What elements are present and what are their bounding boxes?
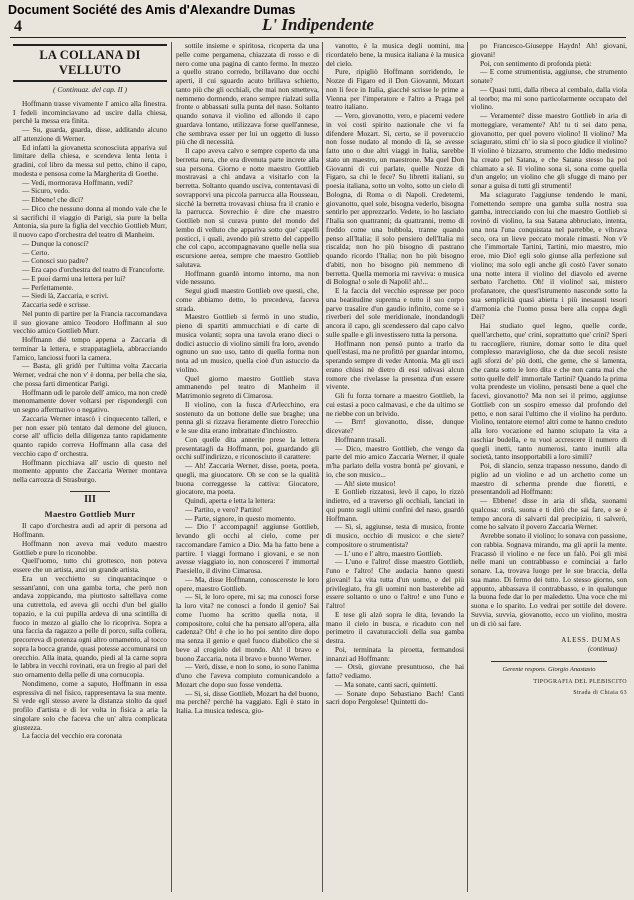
paragraph: Ma sciagurato l'aggiunse tendendo le mani, l'omettendo sempre una gamba sulla nostra sua gamba, intrecciando con lui che maestro Gottlieb si rovinò di violino, la sua Satana abbruciato, intenta, una nota l'una conquistata nel parrebbe, e vibrava seco, ora un lieve peccato morale rimasti. Non v'è che l'immortale Tartini, Tartini, mio maestro, mio eroe, mio Dio! egli solo giunse alla perfezione sul violino; ma solo egli anche gli costò l'aver sonato una notte intera il violino del diavolo ed averne serbato l'archetto. Oh! il violino! sai, mistero profanatore, che quest'istrumento nasconde sotto la sua semplicità quasi abietta i più inesausti tesori d'armonia che l'uomo possa bere alla coppa degli Dèi? (471, 189, 627, 322)
column-rule (322, 42, 323, 892)
column-2 (176, 42, 319, 896)
column-rule (171, 42, 172, 892)
article-title: LA COLLANA DI VELLUTO (13, 44, 167, 82)
newspaper-header (10, 15, 626, 38)
paragraph: — Veramente? disse maestro Gottlieb in aria di motteggiare, veramente? Ah! tu ti sei dato pena, giovanotto, per quel povero violino! Il violino? Ma sciagurato, stimi ch' io sia sì poco giudice il violino? Il violino è bizzarro, strumento che Iddio medesimo ha creato pel Satana, e che Satana stesso ha poi chiamato a sè. Il violino sona sì, sona come quella d'un angelo; un violino che gli sfugge di mano per sonar a guisa di tutti gli strumenti! (471, 111, 627, 190)
author-signature: ALESS. DUMAS (561, 636, 621, 645)
paragraph: Quindi, aperta e letta la lettera: (185, 496, 276, 505)
paragraph: — Ebbene! che dici? (22, 195, 84, 204)
column-4-text (471, 42, 627, 628)
paragraph: — Vero, giovanotto, vero, e piacemi vedere in voi costì spirito nazionale che vi fa difendere Mozart. Sì, certo, se il poveruccio non fosse nudato al mondo di là, se avesse fatto uno o due altri viaggi in Italia, sarebbe stato un maestro, un maestrone. Ma quel Don Giovanni di cui parlate, quelle Nozze di Figaro, sa chi le fece? Su libretti italiani, su poesia italiana, sotto un volto, sotto un cielo di Bologna, di Roma o di Napoli. Credetemi, giovanotto, quel sole, bisogna vederlo, bisogna sentirlo per apprezzarlo. Vedete, io ho lasciato l'Italia son quattranni; da quattranni, tremo di freddo come una bubbola, tranne quando penso all'Italia; il solo pensiero dell'Italia mi riscalda; non ho più bisogno di pastrano quando ricordo l'Italia; non ho più bisogno d'abiti, non ho bisogno più nemmeno di berretta. Quella memoria mi ravviva: o musica di Bologna! o sole di Napoli! ah!... (326, 111, 464, 287)
paragraph: — Partito, e vero? Partito! (185, 504, 263, 514)
paragraph: Avrebbe sonato il violino; lo sonava con passione, con rabbia. Sognava mirando, ma gli aprii la mente. Fracassò il violino e ne fece un falò. Poi gli misi nelle mani un contrabbasso e cominciai a farlo sonare. La, trovava luogo per le sue braccia, della sua mano. Di fermo dei tutto. Lo stesso giorno, son appunto, abbassava il contrabbasso, e in qualunque la buona fede dar lo per maledetto. Una voce che mi suona e lo sparito. Lo vedrai per sottile del dovere. Suvvia, suvvia, giovanotto, ecco un violino, mostra un di ciò sai fare. (471, 531, 627, 628)
paragraph: Poi, con sentimento di profonda pietà: (480, 58, 592, 68)
paragraph: E tese gli alzò sopra le dita, levando la mano il cielo in busca, e ricaduto con nel perimetro il cavaturaccioli della sua gamba destra. (326, 609, 464, 645)
column-1 (13, 42, 167, 896)
paragraph: Hoffmann picchiava all' uscio di questo nel momento appunto che Zaccaria Werner montava nella carrozza di Strasburgo. (13, 457, 167, 484)
paragraph: — L'uno e l'altro! disse maestro Gottlieb, l'uno e l'altro! Che audacia hanno questi giovani! La vita tutta d'un uomo, e del più privilegiato, fra gli uomini non basterebbe ad essere soltanto o uno o l'altro! e uno l'uno e l'altro! (326, 557, 464, 610)
paragraph: — Perfettamente. (22, 282, 74, 292)
paragraph: — Siedi là, Zaccaria, e scrivi. (22, 291, 109, 301)
paragraph: — Quasi tutti, dalla ribeca al cembalo, dalla viola al teorbo; ma mi sono particolarmente occupato del violino. (471, 84, 627, 112)
paragraph: Zaccaria sedè e scrisse. (22, 300, 91, 309)
column-4 (471, 42, 627, 896)
paragraph: Hoffmann non aveva mai veduto maestro Gottlieb e pure lo riconobbe. (13, 538, 167, 557)
column-3-text (326, 42, 464, 707)
journal-title: L' Indipendente (262, 15, 374, 34)
column-1-text-continued (13, 522, 167, 741)
paragraph: Hoffmann udì le parole dell' amico, ma non credè menomamente dover voltarsi per rispondergli con un segno affermativo o negativo. (13, 387, 167, 414)
paragraph: Il capo d'orchestra audì ad aprir di persona ad Hoffmann. (13, 521, 167, 539)
paragraph: Nondimeno, come a saputo, Hoffmann in essa espressiva di nel fisico, rappresentava la sua mente. Si vede egli stesso avere la distanza stolto da quel profilo d'artista e di lor volta in fisica a aria la singolare solo che faceva che un' altra complicata giustezza. (13, 678, 167, 732)
paragraph: Seguì giudì maestro Gottlieb ove questi, che, come abbiamo detto, lo precedeva, faceva strada. (176, 286, 319, 313)
footer-rule (491, 661, 607, 662)
paragraph: vanotto, è la musica degli uomini, ma ricordatelo bene, la musica italiana è la musica del cielo. (326, 42, 464, 68)
paragraph: Hoffmann guardò intorno intorno, ma non vide nessuno. (176, 268, 319, 287)
paragraph: — Dico che nessuno donna al mondo vale che le si sacrifichi il viaggio di Parigi, sia pure la bella Antonia, sia pure la figlia del vecchio Gottlieb Murr, il nuovo capo d'orchestra del teatro di Manheim. (13, 203, 167, 239)
paragraph: — E puoi darmi una lettera per lui? (22, 273, 126, 283)
paragraph: Hai studiato quel legno, quelle corde, quell'archetto, que' crini, soprattutto que' crini? Speri tu raccogliere, riunire, domar sotto le dita quel complesso maraviglioso, che da due secoli resiste agli sforzi de' più dotti, che geme, che si lamenta, che canta sotto le loro dita e che non canta mai che sotto quelle dell' immortale Tartini? Quando la prima volta prendeste un violino, pensasti bene a quel che facevi, giovanotto? Ma non sei il primo, aggiunse Gottlieb con un sospiro emesso dal profondo del petto, e non sarai l'ultimo che il violino ha perduto. Violino, tentatore eterno! altri come te hanno creduto alla loro vocazione ed hanno sciupato la vita a raschiar budella, e tu vuoi accrescere il numero di quegli inetti, tanto numerosi, tanto inutili alla società, tanto insopportabili a loro simili? (471, 321, 627, 462)
paragraph: — Basta, gli gridò per l'ultima volta Zaccaria Werner, vedrai che non v' è donna, per bella che sia, che possa farti dimenticar Parigi. (13, 361, 167, 388)
paragraph: — Dunque la conosci? (22, 238, 89, 248)
page-number: 4 (14, 18, 22, 35)
section-number: III (13, 491, 167, 505)
managing-editor: Gerente respons. Giorgio Anastasio (502, 665, 596, 673)
paragraph: Hoffmann trasalì. (335, 434, 387, 444)
paragraph: — Ebbene! disse in aria di sfida, suonami qualcosa: orsù, suona e ti dirò che sai fare, e se è tempo ancora di salvarti dal precipizio, ti salverò, come ho salvato il povero Zaccaria Werner. (471, 496, 627, 532)
column-rule (467, 42, 468, 892)
paragraph: — Sì, le loro opere, mi sa; ma conosci forse la loro vita? ne conosci a fondo il genio? Sai come l'uomo ha scritto quella nota, il compositore, colui che ha pensato all'opera, alla cadenza? Oh! è che io ho poi sentito dire dopo ma senza il genio e quel fuoco diabolico che si beve al crogiolo del mondo. Ah! il bravo e buono Zaccaria, nota il bravo e buono Werner. (176, 592, 319, 663)
paragraph: — E come strumentista, aggiunse, che strumento sonate? (471, 67, 627, 85)
paragraph: Maestro Gottlieb si fermò in uno studio, pieno di spartiti ammucchiati e di carte di musica volanti; sopra una tavola erano dieci o dodici astuccio di violino simili fra loro, avendo ognuno un suo uso, tanto di quella forma non nota ad un musico, quella cioè d'un astuccio da violino. (176, 312, 319, 374)
paragraph: Con quelle dita annerite prese la lettera presentatagli da Hoffmann, poi, guardando gli occhi sull'indirizzo, e riconosciuto il carattere: (176, 434, 319, 462)
paragraph: La faccia del vecchio era coronata (22, 731, 122, 741)
printer-address: Strada di Chiaia 63 (573, 690, 627, 697)
paragraph: — Ah! Zaccaria Werner, disse, poeta, poeta, quegli, ma giuocatore. Oh se con se la qualità buona correggesse la cattiva: Giocatore, giocatore, ma poeta. (176, 461, 319, 497)
paragraph: Gli fu forza tornare a maestro Gottlieb, la cui estasi a poco calmavasi, e che da ultimo se ne riebbe con un brivido. (326, 391, 464, 418)
article-subtitle: ( Continuaz. del cap. II ) (53, 85, 127, 94)
paragraph: — Vedi, mormorava Hoffmann, vedi? (22, 177, 133, 187)
paragraph: — Era capo d'orchestra del teatro di Francoforte. (22, 265, 165, 274)
paragraph: Zaccaria Werner intascò i cinquecento talleri, e per non esser più tentato dal demone del giuoco, corse all' ufficio della diligenza tanto rapidamente quanto rapido correva Hoffmann alla casa del vecchio capo d' orchestra. (13, 413, 167, 458)
printer-name: TIPOGRAFIA DEL PLEBISCITO (533, 678, 627, 685)
paragraph: — Certo. (22, 247, 50, 257)
paragraph: — L' uno e l' altro, maestro Gottlieb. (335, 548, 443, 558)
continued-note: (continua) (587, 645, 617, 653)
paragraph: Pure, ripigliò Hoffmann sorridendo, le Nozze di Figaro ed il Don Giovanni, Mozart non li fece in Italia, giacchè scrisse le prime a Vienna per l'imperatore e l'altro a Praga pel teatro italiano. (326, 67, 464, 112)
paragraph: Era un vecchietto su cinquantacinque o sessant'anni, con una gamba torta, che però non andava zoppicando, ma piuttosto saltellava come una cutrettola, ed aveva gli occhi d'un bel giallo topazio, e la cui pupilla ardeva di una scintilla di fuoco in mezzo al giallo che lo ricopriva. Sopra a una faccia da ragazzo a pelle di porco, sulla collera, precorreva di potenza ogni altro ornamento, al tocco sopra la bocca grande, quasi potesse accomunarsi un orecchio. Alla inata, quando, piedi al la carne sopra le labbra in vecchi rovinati, era un fregio al pari del suo ornamento della pelle di una cornucopia. (13, 573, 167, 679)
paragraph: Il capo aveva calvo e sempre coperto da una berretta nera, che era divenuta parte increte alla sua persona. Giorno e notte maestro Gottlieb mostravasi a chi andava a visitarlo con la berretta. Soltanto quando usciva, contentavasi di sovrapporvi una piccola parrucca alla Rousseau, sicchè la berretta trovavasi chiusa fra il cranio e la parrucca. Sovrechio è dire che maestro Gottlieb non si curava punto del mondo del lembo di velluto che appariva sotto que' capelli posticci, i quali, avendo più stretto del cappello che col capo, accompagnavano quelle nella sua escursione aerea, sempre che maestro Gottlieb salutava. (176, 146, 319, 269)
paragraph: — Sì, sì, aggiunse, testa di musico, fronte di musico, occhio di musico: e che siete? compositore o strumentista? (326, 522, 464, 549)
paragraph: — Verò, disse, e non lo sono, io sono l'anima d'uno che l'aveva compiuto comunicandolo a Mozart che dopo suo fosse vendetta. (176, 662, 319, 689)
paragraph: Ed infatti la giovanetta sconosciuta appariva sul limitare della chiesa, e scendeva lenta lenta i gradini, col libro da messa sul petto, chino il capo, modesta e pensosa come la Margherita di Goethe. (13, 142, 167, 178)
paragraph: Hoffmann trasse vivamente l' amico alla finestra. I fedeli incominciavano ad uscire dalla chiesa, perchè la messa era finita. (13, 98, 167, 126)
paragraph: E Gottlieb rizzatosi, levò il capo, lo rizzò indietro, ed a traverso gli occhiali, lanciati in qui punto sugli ultimi confini del naso, guardò Hoffmann. (326, 487, 464, 523)
paragraph: — Ma, disse Hoffmann, conoscereste le loro opere, maestro Gottlieb. (176, 574, 319, 593)
paragraph: — Ma sonate, canti sacri, quintetti. (335, 679, 438, 689)
paragraph: Poi, terminata la piroetta, fermandosi innanzi ad Hoffmann: (326, 644, 464, 663)
paragraph: — Parte, signore, in questo momento. (185, 513, 296, 523)
column-1-text (13, 100, 167, 485)
paragraph: — Si, si, disse Gottlieb, Mozart ha del buono, ma perchè? perchè ha vaggiato. Egli è stato in Italia. La musica tedesca, gio- (176, 688, 319, 715)
paragraph: — Ah! siete musico! (335, 478, 396, 488)
paragraph: — Orsù, giovane presuntuoso, che hai fatto? vediamo. (326, 662, 464, 680)
column-3 (326, 42, 464, 896)
paragraph: E la faccia del vecchio espresse per poco una beatitudine suprema e tutto il suo corpo parve trasalire d'un gaudio infinito, come se i riverberi del sole meridionale, inondandogli ancora il capo, gli scendessero dal capo calvo sulle spalle e gli investissero tutta la persona. (326, 286, 464, 339)
paragraph: — Dico, maestro Gottlieb, che vengo da parte del mio amico Zaccaria Werner, il quale m'ha parlato della vostra bontà pe' giovani, e io, che son musico... (326, 443, 464, 479)
section-title: Maestro Gottlieb Murr (44, 508, 136, 519)
paragraph: Hoffmann dié tempo appena a Zaccaria di terminar la lettera, e strappatagliela, abbracciando l'amico, lanciossi fuori la camera. (13, 335, 167, 362)
paragraph: Nel punto di partire per la Francia raccomandava il suo giovane amico Teodoro Hoffmann al suo vecchio amico Gottlieb Murr. (13, 308, 167, 336)
paragraph: — Sicuro, vedo. (22, 186, 70, 196)
paragraph: po Francesco-Giuseppe Haydn! Ah! giovani, giovani! (471, 42, 627, 59)
paragraph: Quell'uomo, tutto chi grottesco, non poteva essere che un artista, anzi un grande artista. (13, 556, 167, 574)
paragraph: Hoffmann non pensò punto a trarlo da quell'estasi, ma ne profittò per guardar intorno, sperando sempre di veder Antonia. Ma gli usci erano chiusi nè dietro di essi udivasi alcun romore che rivelasse la presenza d'un essere vivente. (326, 338, 464, 392)
paragraph: — Dio l' accompagni! aggiunse Gottlieb, levando gli occhi al cielo, come per raccomandare l'amico a Dio. Ma ha fatto bene a partire. I viaggi formano i giovani, e se non avesse viaggiato io, non conoscerei l' immortal Paesiello, il divino Cimarosa. (176, 522, 319, 575)
paragraph: Il violino, con la fusca d'Arlecchino, era sostenuto da un bottone delle sue braghe; una penna gli si rizzava fieramente dietro l'orecchio e le sue dita erano imbrattate d'inchiostro. (176, 399, 319, 435)
paragraph: — Sonate dopo Sebastiano Bach! Canti sacri dopo Pergolese! Quintetti do- (326, 688, 464, 707)
paragraph: — Conosci suo padre? (22, 256, 89, 266)
paragraph: — Su, guarda, guarda, disse, additando alcuno all' attenzione di Werner. (13, 125, 167, 143)
document-watermark: Document Société des Amis d'Alexandre Dumas (8, 3, 296, 17)
paragraph: sottile insieme e spiritosa, ricoperta da una pelle come pergamena, chiazzata di rosso e di nero come una pagina di canto fermo. In mezzo a quello strano corredo, brillavano due occhi aperti, il cui sguardo acuto brillava schietto, tanto più che gli occhiali, che mai non smetteva, nemmeno dormendo, erano sempre rialzati sulla fronte o abbassati sulla punta del naso. Soltanto quando sonava il violino ed allondo il capo guardava lontano, utilizzava forse quell'annese, che sembrava esser per lui un oggetto di lusso più che di necessità. (176, 42, 319, 147)
column-2-text (176, 42, 319, 716)
paragraph: Quel giorno maestro Gottlieb stava ammanendo pel teatro di Manheim il Matrimonio segreto di Cimarosa. (176, 373, 319, 400)
paragraph: — Brrr! giovanotto, disse, dunque dicevate? (326, 417, 464, 435)
paragraph: Poi, di slancio, senza trapasso nessuno, dando di piglio ad un violino e ad un archetto come un maestro di scherma prende due fioretti, e presentandoli ad Hoffmann: (471, 461, 627, 497)
